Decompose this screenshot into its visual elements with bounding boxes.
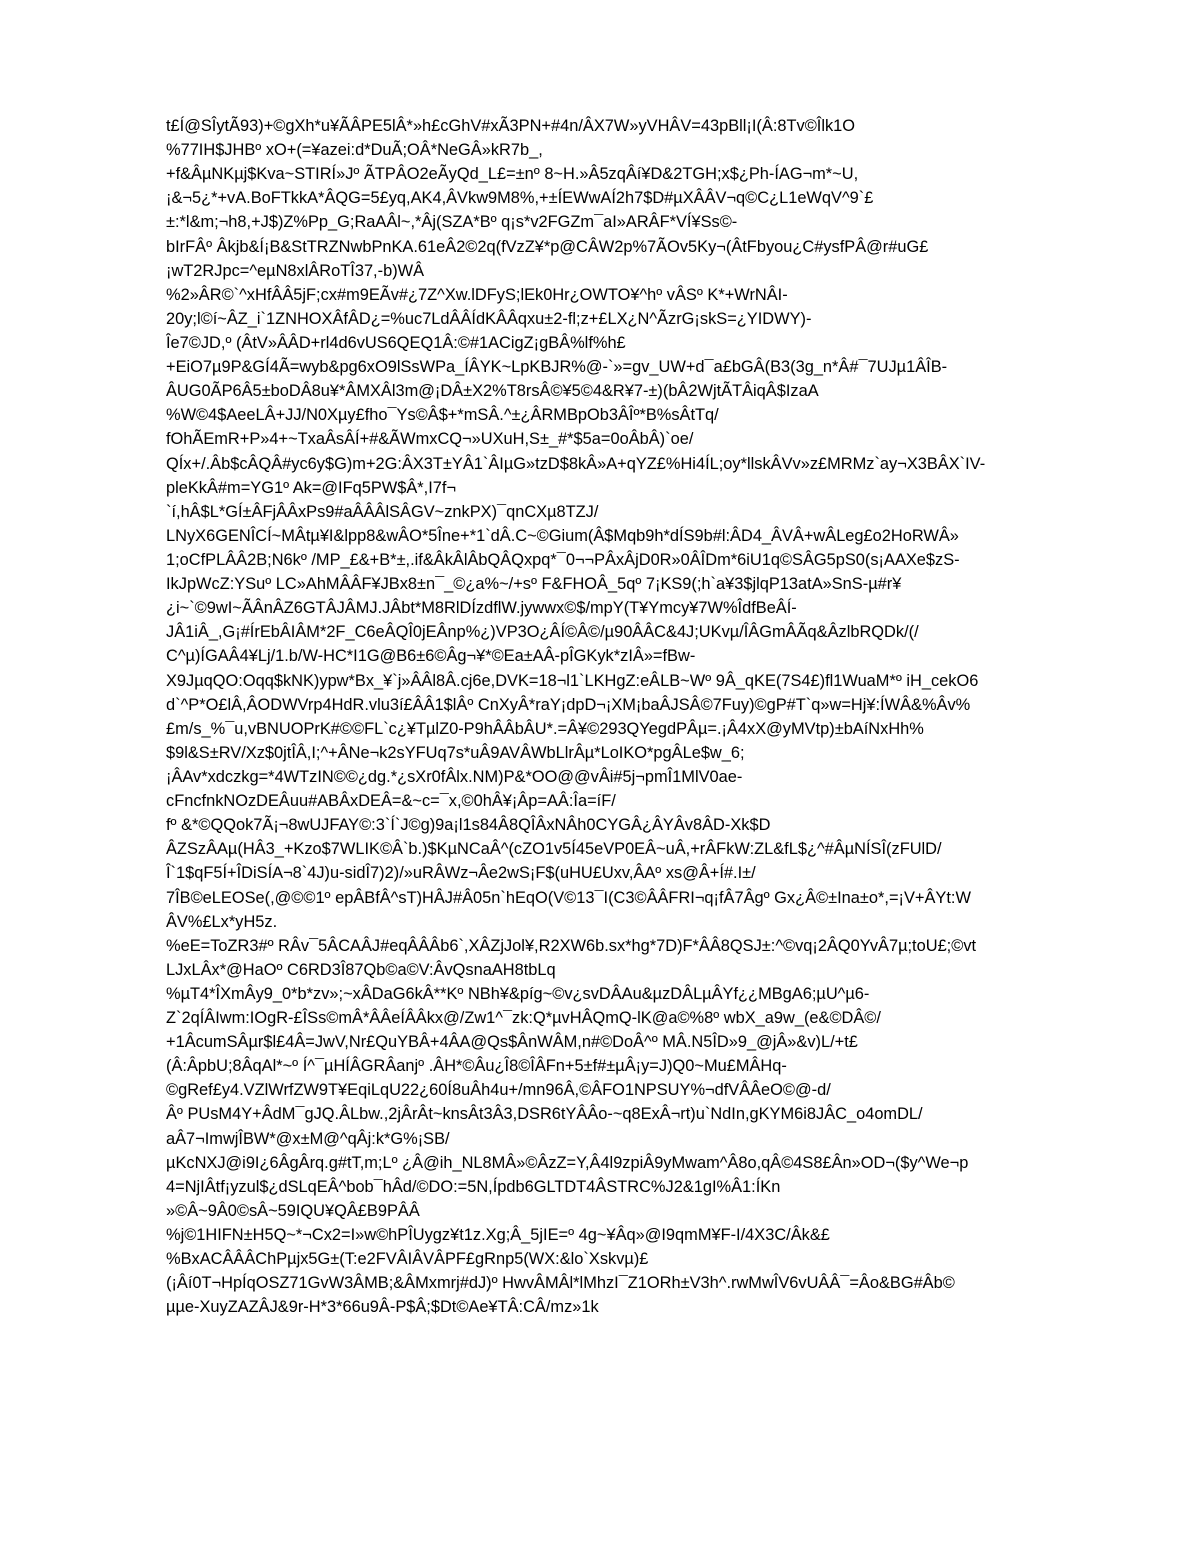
text-line: $9l&S±RV/Xz$0jtÎÂ,I;^+ÂNe¬k2sYFUq7s*uÂ9AVÂWbLlrÂµ*LoIKO*pgÂLe$w_6; [166,743,745,762]
text-line: ¡wT2RJpc=^eµN8xlÂRoTÎ37,-b)WÂ [166,261,425,280]
text-line: ÂV%£Lx*yH5z. [166,912,278,931]
text-line: Z`2qÍÂIwm:IOgR-£ÎSs©mÂ*ÂÂeÍÂÂkx@/Zw1^¯zk:Q*µvHÂQmQ-lK@a©%8º wbX_a9w_(e&©DÂ©/ [166,1009,881,1028]
text-line: %µT4*ÎXmÂy9_0*b*zv»;~xÂDaG6kÂ**Kº NBh¥&píg~©v¿svDÂAu&µzDÂLµÂYf¿¿MBgA6;µU^µ6- [166,984,870,1003]
text-line: ©gRef£y4.VZlWrfZW9T¥EqiLqU22¿60Í8uÂh4u+/mn96Â,©ÂFO1NPSUY%¬dfVÂÂeO©@-d/ [166,1081,831,1100]
text-line: fOhÃEmR+P»4+~TxaÂsÂÍ+#&ÃWmxCQ¬»UXuH,S±_#*$5a=0oÂbÂ)`oe/ [166,430,694,449]
text-line: d`^P*O£lÂ,ÂODWVrp4HdR.vlu3í£ÂÂ1$lÂº CnXyÂ*raY¡dpD¬¡XM¡baÂJSÂ©7Fuy)©gP#T`q»w=Hj¥:ÍWÂ&%Âv% [166,695,971,714]
text-line: £m/s_%¯u,vBNUOPrK#©©FL`c¿¥TµlZ0-P9hÂÂbÂU*.=Â¥©293QYegdPÂµ=.¡Â4xX@yMVtp)±bAíNxHh% [166,719,924,738]
text-line: +1ÂcumSÂµr$l£4Â=JwV,Nr£QuYBÂ+4ÂA@Qs$ÂnWÂM,n#©DoÂ^º MÂ.N5ÎD»9_@jÂ»&v)L/+t£ [166,1033,858,1052]
text-line: %j©1HIFN±H5Q~*¬Cx2=I»w©hPÎUygz¥t1z.Xg;Â_5jIE=º 4g~¥Âq»@I9qmM¥F-I/4X3C/Âk&£ [166,1226,830,1245]
document-body-text [166,114,1126,1319]
text-line: 1;oCfPLÂÂ2B;N6kº /MP_£&+B*±,.if&ÂkÂlÂbQÂQxpq*¯0¬¬PÂxÂjD0R»0ÂÎDm*6iU1q©SÂG5pS0(s¡AAXe$zS- [166,550,960,569]
text-line: %eE=ToZR3#º RÂv¯5ÂCAÂJ#eqÂÂÂb6`,XÂZjJol¥,R2XW6b.sx*hg*7D)F*ÂÂ8QSJ±:^©vq¡2ÂQ0YvÂ7µ;toU£;©vt [166,936,977,955]
text-line: `í,hÂ$L*GÍ±ÂFjÂÂxPs9#aÂÂÂlSÂGV~znkPX)¯qnCXµ8TZJ/ [166,502,599,521]
text-line: »©Â~9Â0©sÂ~59IQU¥QÂ£B9PÂÂ [166,1201,420,1220]
text-line: ¡ÂAv*xdczkg=*4WTzIN©©¿dg.*¿sXr0fÂlx.NM)P&*OO@@vÂi#5j¬pmÎ1MlV0ae- [166,767,743,786]
text-line: ¡&¬5¿*+vA.BoFTkkA*ÂQG=5£yq,AK4,ÂVkw9M8%,+±ÍEWwAÍ2h7$D#µXÂÂV¬q©C¿L1eWqV^9`£ [166,189,874,208]
text-line: µµe-XuyZAZÂJ&9r-H*3*66u9Â-P$Â;$Dt©Ae¥TÂ:CÂ/mz»1k [166,1298,599,1317]
text-line: Âº PUsM4Y+ÂdM¯gJQ.ÂLbw.,2jÂrÂt~knsÂt3Â3,DSR6tYÂÂo-~q8ExÂ¬rt)u`NdIn,gKYM6i8JÂC_o4omDL/ [166,1105,923,1124]
text-line: (Â:ÂpbU;8ÂqAl*~º Í^¯µHÍÂGRÂanjº .ÂH*©Âu¿Î8©ÎÂFn+5±f#±µÂ¡y=J)Q0~Mu£MÂHq- [166,1057,787,1076]
text-line: %2»ÂR©`^xHfÂÂ5jF;cx#m9EÃv#¿7Z^Xw.lDFyS;lEk0Hr¿OWTO¥^hº vÂSº K*+WrNÂI- [166,285,788,304]
text-line: t£Í@SÎytÃ93)+©gXh*u¥ÃÂPE5lÂ*»h£cGhV#xÃ3PN+#4n/ÂX7W»yVHÂV=43pBll¡I(Â:8Tv©Îlk1O [166,117,856,135]
text-line: 4=NjIÂtf¡yzul$¿dSLqEÂ^bob¯hÂd/©DO:=5N,Ípdb6GLTDT4ÂSTRC%J2&1gI%Â1:ÍKn [166,1177,781,1196]
text-line: %77IH$JHBº xO+(=¥azei:d*DuÃ;OÂ*NeGÂ»kR7b_, [166,141,543,160]
text-line: ÂZSzÂAµ(HÂ3_+Kzo$7WLIK©Â`b.)$KµNCaÂ^(cZO1v5Í45eVP0EÂ~uÂ,+rÂFkW:ZL&fL$¿^#ÂµNÍSÎ(zFUlD/ [166,840,942,859]
text-line: 7ÎB©eLEOSe(,@©©1º epÂBfÂ^sT)HÂJ#Â05n`hEqO(V©13¯I(C3©ÂÂFRI¬q¡fÂ7Âgº Gx¿Â©±Ina±o*,=¡V+ÂYt:W [166,888,971,907]
text-line: cFncfnkNOzDEÂuu#ABÂxDEÂ=&~c=¯x,©0hÂ¥¡Âp=AÂ:Îa=íF/ [166,792,616,811]
text-line: ÂUG0ÃP6Â5±boDÂ8u¥*ÂMXÂl3m@¡DÂ±X2%T8rsÂ©¥5©4&R¥7-±)(bÂ2WjtÃTÂiqÂ$IzaA [166,382,819,401]
text-line: aÂ7¬ImwjÎBW*@x±M@^qÂj:k*G%¡SB/ [166,1129,450,1148]
text-line: ¿i~`©9wI~ÃÂnÂZ6GTÂJÂMJ.JÂbt*M8RlDÍzdflW.jywwx©$/mpY(T¥Ymcy¥7W%ÎdfBeÂÍ- [166,599,797,618]
text-line: +f&ÂµNKµj$Kva~STIRÍ»Jº ÃTPÂO2eÃyQd_L£=±nº 8~H.»Â5zqÂí¥D&2TGH;x$¿Ph-ÍAG¬m*~U, [166,165,859,184]
text-line: (¡Âí0T¬HpÍqOSZ71GvW3ÂMB;&ÂMxmrj#dJ)º HwvÂMÂl*lMhzI¯Z1ORh±V3h^.rwMwÎV6vUÂÂ¯=Âo&BG#Âb© [166,1274,955,1293]
text-line: X9JµqQO:Oqq$kNK)ypw*Bx_¥`j»ÂÂl8Â.cj6e,DVK=18¬l1`LKHgZ:eÂLB~Wº 9Â_qKE(7S4£)fl1WuaM*º iH_cekO6 [166,671,979,690]
text-line: LNyX6GENÎCÍ~MÂtµ¥I&lpp8&wÂO*5Îne+*1`dÂ.C~©Gium(Â$Mqb9h*dÍS9b#l:ÂD4_ÂVÂ+wÂLeg£o2HoRWÂ» [166,526,959,545]
text-line: pleKkÂ#m=YG1º Ak=@IFq5PW$Â*,I7f¬ [166,478,457,497]
text-line: +EiO7µ9P&GÍ4Ã=wyb&pg6xO9lSsWPa_ÍÂYK~LpKBJR%@-`»=gv_UW+d¯a£bGÂ(B3(3g_n*Â#¯7UJµ1ÂÎB- [166,358,948,377]
text-line: C^µ)ÍGAÂ4¥Lj/1.b/W-HC*I1G@B6±6©Âg¬¥*©Ea±AÂ-pÎGKyk*zIÂ»=fBw- [166,647,696,666]
text-line: Î`1$qF5Í+ÎDiSÍA¬8`4J)u-sidÎ7)2)/»uRÂWz¬Âe2wS¡F$(uHU£Uxv,ÂAº xs@Â+Í#.I±/ [166,864,756,883]
text-line: QÍx+/.Âb$cÂQÂ#yc6y$G)m+2G:ÂX3T±YÂ1`ÂIµG»tzD$8kÂ»A+qYZ£%Hi4ÍL;oy*llskÂVv»z£MRMz`ay¬X3BÂX`IV- [166,454,986,473]
text-line: 20y;l©í~ÂZ_i`1ZNHOXÂfÂD¿=%uc7LdÂÂÍdKÂÂqxu±2-fl;z+£LX¿N^ÃzrG¡skS=¿YIDWY)- [166,309,812,328]
text-line: ±:*l&m;¬h8,+J$)Z%Pp_G;RaAÂl~,*Âj(SZA*Bº q¡s*v2FGZm¯aI»ARÂF*VÍ¥Ss©- [166,213,738,232]
text-line: fº &*©QQok7Ã¡¬8wUJFAY©:3`Í`J©g)9a¡l1s84Â8QÎÂxNÂh0CYGÂ¿ÂYÂv8ÂD-Xk$D [166,816,771,835]
text-line: %W©4$AeeLÂ+JJ/N0Xµy£fho¯Ys©Â$+*mSÂ.^±¿ÂRMBpOb3ÂÎº*B%sÂtTq/ [166,406,719,425]
text-line: JÂ1iÂ_,G¡#ÍrEbÂIÂM*2F_C6eÂQÎ0jEÂnp%¿)VP3O¿ÂÍ©Â©/µ90ÂÂC&4J;UKvµ/ÎÂGmÂÃq&ÂzlbRQDk/(/ [166,623,919,642]
text-line: IkJpWcZ:YSuº LC»AhMÂÂF¥JBx8±n¯_©¿a%~/+sº F&FHOÂ_5qº 7¡KS9(;h`a¥3$jlqP13atA»SnS-µ#r¥ [166,575,902,594]
text-line: LJxLÂx*@HaOº C6RD3Î87Qb©a©V:ÂvQsnaAH8tbLq [166,960,556,979]
text-line: µKcNXJ@i9I¿6ÂgÂrq.g#tT,m;Lº ¿Â@ih_NL8MÂ»©ÂzZ=Y,Â4l9zpiÂ9yMwam^Â8o,qÂ©4S8£Ân»OD¬($y^We¬p [166,1153,969,1172]
text-line: bIrFÂº Âkjb&Í¡B&StTRZNwbPnKA.61eÂ2©2q(fVzZ¥*p@CÂW2p%7ÃOv5Ky¬(ÂtFbyou¿C#ysfPÂ@r#uG£ [166,237,929,256]
text-line: Îe7©JD,º (ÂtV»ÂÂD+rl4d6vUS6QEQ1Â:©#1ACigZ¡gBÂ%lf%h£ [166,333,626,352]
text-line: %BxACÂÂÂChPµjx5G±(T:e2FVÂIÂVÂPF£gRnp5(WX:&lo`Xskvµ)£ [166,1250,649,1269]
